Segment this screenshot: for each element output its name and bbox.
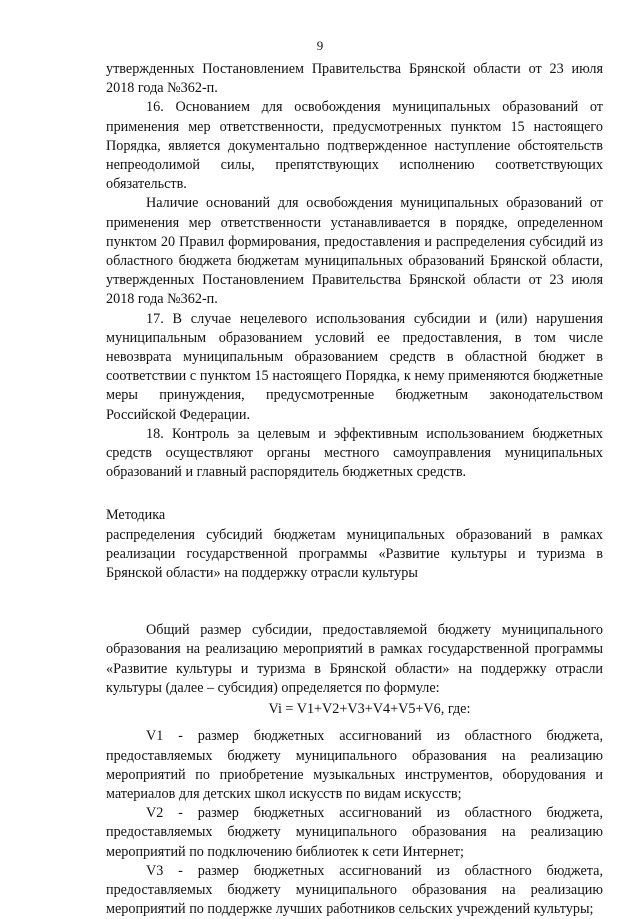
paragraph-item-16: 16. Основанием для освобождения муниципальных образований от применения мер ответственности, предусмотренных пунктом 15 настоящего Порядка, является документально подтвержденное наступление обстоятельств непреодолимой силы, препятствующих исполнению соответствующих обязательств. [106, 99, 603, 193]
methodology-title: Методика [106, 507, 166, 524]
definition-v3: V3 - размер бюджетных ассигнований из областного бюджета, предоставляемых бюджету муниципального образования на реализацию мероприятий по поддержке лучших работников сельских учреждений культуры; [106, 862, 603, 918]
paragraph-item-17: 17. В случае нецелевого использования субсидии и (или) нарушения муниципальным образованием условий ее предоставления, в том числе невозврата муниципальным образованием средств в областной бюджет в соответствии с пунктом 15 настоящего Порядка, к нему применяются бюджетные меры принуждения, предусмотренные бюджетным законодательством Российской Федерации. [106, 310, 603, 423]
paragraph-continuation: утвержденных Постановлением Правительства Брянской области от 23 июля 2018 года №362-п. [106, 61, 603, 97]
paragraph-exemption-grounds: Наличие оснований для освобождения муниципальных образований от применения мер ответственности устанавливается в порядке, определенном пунктом 20 Правил формирования, предоставления и распределения субсидий из областного бюджета бюджетам муниципальных образований Брянской области, утвержденных Постановлением Правительства Брянской области от 23 июля 2018 года №362-п. [106, 195, 603, 308]
definition-v2: V2 - размер бюджетных ассигнований из областного бюджета, предоставляемых бюджету муниципального образования на реализацию мероприятий по подключению библиотек к сети Интернет; [106, 805, 603, 860]
methodology-intro: Общий размер субсидии, предоставляемой бюджету муниципального образования на реализацию мероприятий в рамках государственной программы «Развитие культуры и туризма в Брянской области» на поддержку отрасли культуры (далее – субсидия) определяется по формуле: [106, 622, 603, 696]
methodology-subtitle: распределения субсидий бюджетам муниципальных образований в рамках реализации государственной программы «Развитие культуры и туризма в Брянской области» на поддержку отрасли культуры [106, 526, 603, 582]
definition-v1: V1 - размер бюджетных ассигнований из областного бюджета, предоставляемых бюджету муниципального образования на реализацию мероприятий по приобретение музыкальных инструментов, оборудования и материалов для детских школ искусств по видам искусств; [106, 728, 603, 802]
page-number: 9 [316, 38, 324, 53]
paragraph-item-18: 18. Контроль за целевым и эффективным использованием бюджетных средств осуществляют органы местного самоуправления муниципальных образований и главный распорядитель бюджетных средств. [106, 425, 603, 481]
formula: Vi = V1+V2+V3+V4+V5+V6, где: [268, 701, 471, 718]
document-body [106, 60, 603, 919]
